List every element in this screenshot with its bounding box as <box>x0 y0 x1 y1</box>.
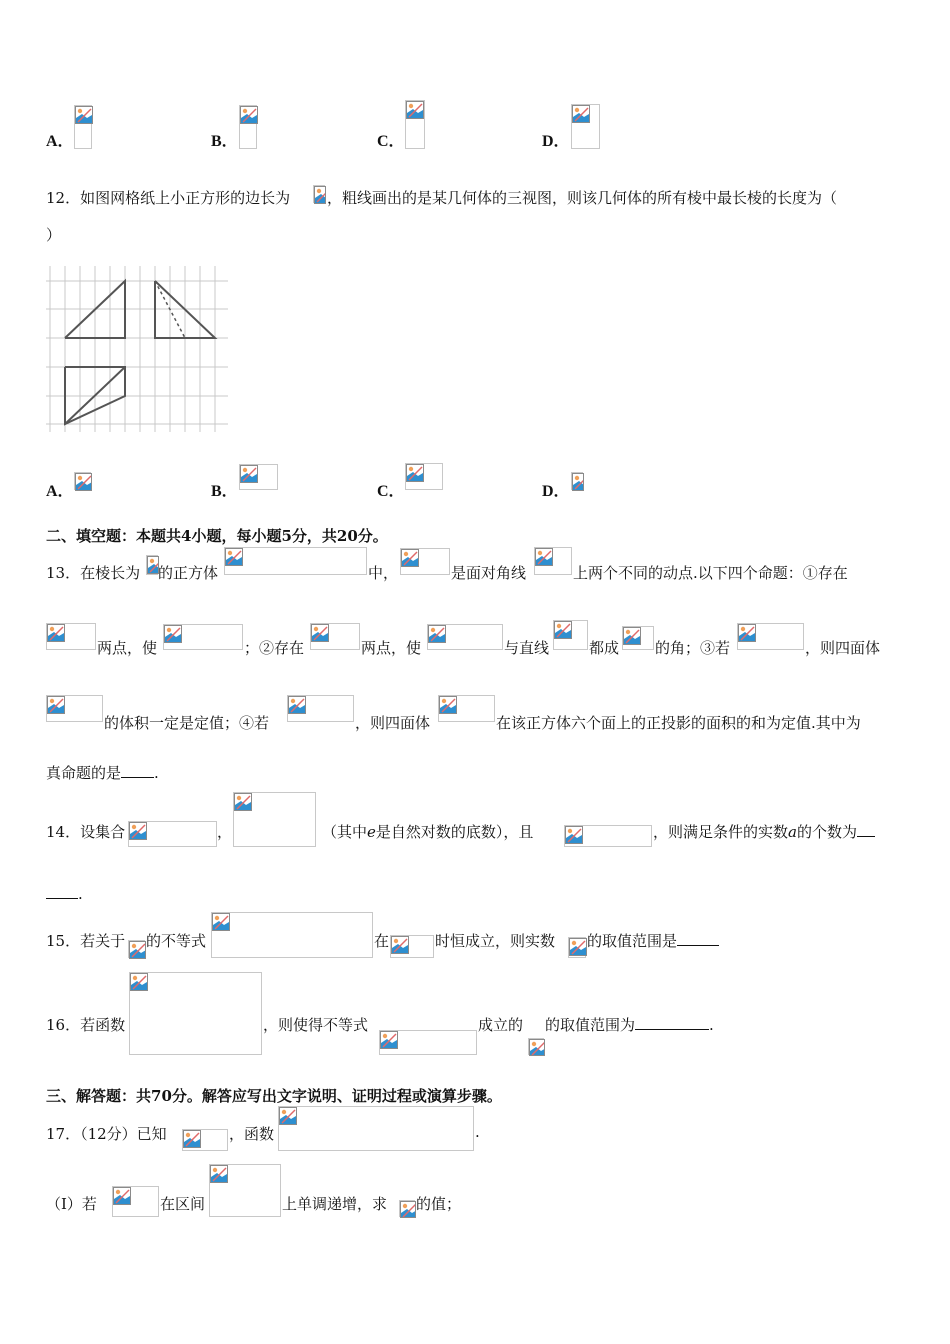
q14-text-2: ， <box>217 823 233 841</box>
image-placeholder-icon <box>623 627 641 645</box>
section-3-heading: 三、解答题：共70分。解答应写出文字说明、证明过程或演算步骤。 <box>46 1087 502 1105</box>
q14-img-1 <box>128 821 217 847</box>
image-placeholder-icon <box>406 464 424 482</box>
q11-option-d-image <box>571 104 600 149</box>
image-placeholder-icon <box>288 696 306 714</box>
image-placeholder-icon <box>75 106 93 124</box>
q17-text-2: ，函数 <box>229 1125 275 1143</box>
q13-text-14: ，则四面体 <box>355 714 431 732</box>
image-placeholder-icon <box>311 624 329 642</box>
q13-text-1: 13．在棱长为 <box>46 564 141 582</box>
q17-img-2 <box>278 1106 474 1151</box>
q13-img-2 <box>224 547 367 575</box>
image-placeholder-icon <box>183 1130 201 1148</box>
q13-text-2: 的正方体 <box>158 564 219 582</box>
image-placeholder-icon <box>428 625 446 643</box>
q13-img-9 <box>553 620 588 650</box>
q13-img-14 <box>438 695 495 722</box>
q15-img-4 <box>568 937 586 958</box>
q14-text-3b: 是自然对数的底数），且 <box>375 823 534 841</box>
q13-img-13 <box>287 695 354 722</box>
q12-option-a-label: A． <box>46 483 74 500</box>
image-placeholder-icon <box>129 941 146 959</box>
q17-1-text-1: （Ⅰ）若 <box>46 1195 97 1213</box>
q13-img-3 <box>400 548 450 575</box>
image-placeholder-icon <box>554 621 572 639</box>
q14-answer-blank-1[interactable] <box>857 836 875 837</box>
image-placeholder-icon <box>240 106 258 124</box>
q13-img-10 <box>622 626 654 650</box>
image-placeholder-icon <box>113 1187 131 1205</box>
q11-option-c-label: C． <box>377 133 405 150</box>
q16-text-4a: 的取值范围为 <box>545 1016 636 1034</box>
image-placeholder-icon <box>212 913 230 931</box>
q13-text-8: 两点，使 <box>361 639 422 657</box>
q15-img-2 <box>211 912 373 958</box>
image-placeholder-icon <box>279 1107 297 1125</box>
q11-option-c-image <box>405 100 425 149</box>
q15-text-5 <box>587 930 719 951</box>
image-placeholder-icon <box>210 1165 228 1183</box>
q14-img-2 <box>233 792 316 847</box>
q17-text-3: . <box>475 1123 480 1141</box>
q13-text-12: ，则四面体 <box>805 639 881 657</box>
q11-option-b-image <box>239 105 257 149</box>
q14-img-3 <box>564 825 652 847</box>
q17-1-text-4: 的值； <box>416 1195 462 1213</box>
q15-img-1 <box>128 940 145 958</box>
q17-img-1 <box>182 1129 228 1151</box>
image-placeholder-icon <box>565 826 583 844</box>
q14-text-4a: ，则满足条件的实数 <box>653 823 789 841</box>
image-placeholder-icon <box>225 548 243 566</box>
q13-img-5 <box>46 623 96 650</box>
q13-text-4: 是面对角线 <box>451 564 527 582</box>
q12-option-b-image <box>239 464 278 490</box>
q12-option-d-label: D． <box>542 483 570 500</box>
q13-end-period: . <box>154 764 159 782</box>
q16-answer-blank[interactable] <box>635 1029 709 1030</box>
q13-answer-label: 真命题的是 <box>46 764 122 782</box>
q12-option-b-label: B． <box>211 483 238 500</box>
image-placeholder-icon <box>240 465 258 483</box>
q13-text-6: 两点，使 <box>97 639 158 657</box>
q14-end-period: . <box>78 885 83 903</box>
q16-img-1 <box>129 972 262 1055</box>
image-placeholder-icon <box>391 936 409 954</box>
image-placeholder-icon <box>380 1031 398 1049</box>
image-placeholder-icon <box>47 624 65 642</box>
q13-text-5: 上两个不同的动点.以下四个命题：①存在 <box>573 564 848 582</box>
q17-text-1: 17．（12分）已知 <box>46 1125 167 1143</box>
image-placeholder-icon <box>529 1039 545 1056</box>
q13-img-8 <box>427 624 503 650</box>
q15-text-4: 时恒成立，则实数 <box>435 932 556 950</box>
q14-text-5 <box>46 885 83 903</box>
image-placeholder-icon <box>569 938 587 956</box>
q15-text-2: 的不等式 <box>146 932 207 950</box>
image-placeholder-icon <box>129 822 147 840</box>
image-placeholder-icon <box>572 105 590 123</box>
q14-answer-blank-2[interactable] <box>46 898 78 899</box>
q11-option-a-image <box>74 105 92 149</box>
q12-stem-part1: 12．如图网格纸上小正方形的边长为 <box>46 189 291 207</box>
q13-text-13: 的体积一定是定值；④若 <box>104 714 270 732</box>
q14-text-4b: 的个数为 <box>796 823 857 841</box>
q13-text-16 <box>46 762 159 783</box>
image-placeholder-icon <box>234 793 252 811</box>
q12-option-a-image <box>74 472 91 490</box>
image-placeholder-icon <box>406 101 424 119</box>
q14-text-3 <box>322 821 533 842</box>
q16-img-3 <box>528 1038 544 1055</box>
q12-inline-image <box>313 185 325 203</box>
q13-img-6 <box>163 624 243 650</box>
q14-symbol-e: e <box>367 823 376 841</box>
q13-img-12 <box>46 695 103 722</box>
image-placeholder-icon <box>130 973 148 991</box>
q15-text-1: 15．若关于 <box>46 932 126 950</box>
image-placeholder-icon <box>738 624 756 642</box>
q14-text-4 <box>653 821 875 842</box>
q17-1-text-2: 在区间 <box>160 1195 206 1213</box>
q14-text-3a: （其中 <box>322 823 368 841</box>
q16-img-2 <box>379 1030 477 1055</box>
q11-option-b-label: B． <box>211 133 238 150</box>
image-placeholder-icon <box>439 696 457 714</box>
q15-img-3 <box>390 935 434 958</box>
q13-img-7 <box>310 623 360 650</box>
q12-stem-part3: ） <box>46 226 62 244</box>
q17-1-text-3: 上单调递增，求 <box>282 1195 388 1213</box>
image-placeholder-icon <box>572 473 584 491</box>
q13-text-10: 都成 <box>589 639 620 657</box>
q17-1-img-1 <box>112 1186 159 1217</box>
q16-end-period: . <box>709 1016 714 1034</box>
image-placeholder-icon <box>400 1201 416 1218</box>
q16-text-1: 16．若函数 <box>46 1016 126 1034</box>
q13-img-11 <box>737 623 804 650</box>
q16-text-4 <box>545 1014 714 1035</box>
q17-1-img-2 <box>209 1164 281 1217</box>
q12-stem-part2: ，粗线画出的是某几何体的三视图，则该几何体的所有棱中最长棱的长度为（ <box>327 189 838 207</box>
q13-text-11: 的角；③若 <box>655 639 731 657</box>
q15-text-3: 在 <box>374 932 390 950</box>
three-view-figure <box>46 262 231 434</box>
q16-text-3: 成立的 <box>478 1016 524 1034</box>
q16-text-2: ，则使得不等式 <box>263 1016 369 1034</box>
image-placeholder-icon <box>47 696 65 714</box>
section-2-heading: 二、填空题：本题共4小题，每小题5分，共20分。 <box>46 527 388 545</box>
q12-option-d-image <box>571 472 583 490</box>
q13-img-1 <box>146 555 158 575</box>
q14-text-1: 14．设集合 <box>46 823 126 841</box>
q12-option-c-label: C． <box>377 483 405 500</box>
q13-text-3: 中， <box>368 564 399 582</box>
image-placeholder-icon <box>535 548 553 566</box>
q14-symbol-a: a <box>788 823 797 841</box>
q13-text-15: 在该正方体六个面上的正投影的面积的和为定值.其中为 <box>496 714 861 732</box>
q13-text-9: 与直线 <box>504 639 550 657</box>
q13-text-7: ；②存在 <box>244 639 305 657</box>
q13-answer-blank[interactable] <box>121 777 154 778</box>
image-placeholder-icon <box>75 473 92 491</box>
q17-1-img-3 <box>399 1200 415 1217</box>
image-placeholder-icon <box>314 186 326 204</box>
image-placeholder-icon <box>164 625 182 643</box>
q11-option-a-label: A． <box>46 133 74 150</box>
q13-img-4 <box>534 547 572 575</box>
q11-option-d-label: D． <box>542 133 570 150</box>
q15-text-5a: 的取值范围是 <box>587 932 678 950</box>
q12-option-c-image <box>405 463 443 490</box>
image-placeholder-icon <box>401 549 419 567</box>
q15-answer-blank[interactable] <box>677 945 719 946</box>
